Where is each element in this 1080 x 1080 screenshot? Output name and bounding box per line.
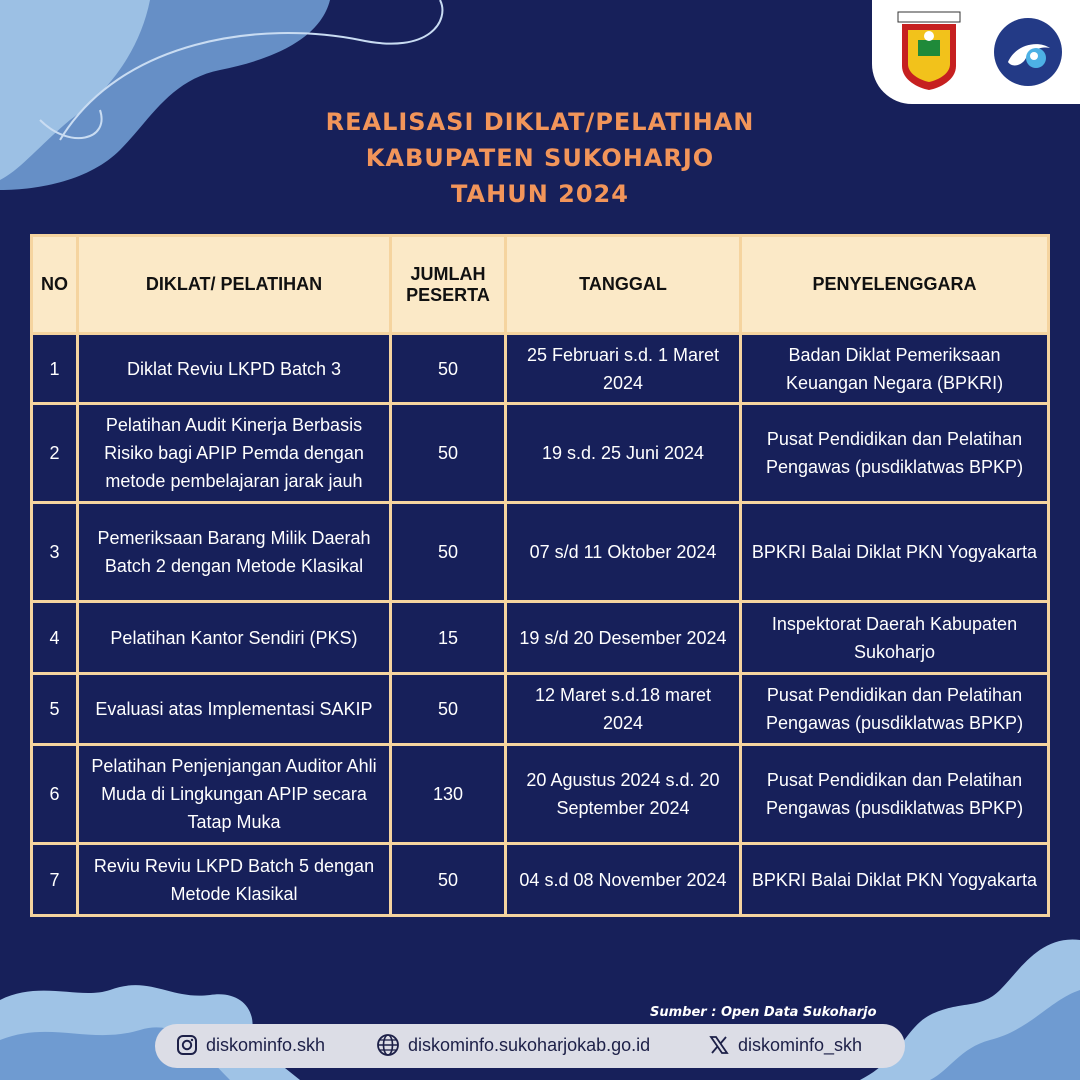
row-organizer: BPKRI Balai Diklat PKN Yogyakarta — [741, 503, 1049, 602]
row-no: 4 — [32, 602, 78, 674]
row-participants: 130 — [391, 745, 506, 844]
kominfo-logo-icon — [990, 14, 1066, 90]
row-training: Pelatihan Penjenjangan Auditor Ahli Muda di Lingkungan APIP secara Tatap Muka — [78, 745, 391, 844]
row-organizer: Badan Diklat Pemeriksaan Keuangan Negara (BPKRI) — [741, 334, 1049, 404]
header-training: DIKLAT/ PELATIHAN — [78, 236, 391, 334]
table-row — [32, 334, 1049, 404]
table-row — [32, 844, 1049, 916]
globe-icon — [376, 1033, 400, 1057]
x-handle: diskominfo_skh — [738, 1034, 863, 1055]
row-date: 12 Maret s.d.18 maret 2024 — [506, 674, 741, 745]
row-organizer: Pusat Pendidikan dan Pelatihan Pengawas (pusdiklatwas BPKP) — [741, 745, 1049, 844]
row-participants: 50 — [391, 674, 506, 745]
row-participants: 50 — [391, 404, 506, 503]
row-date: 07 s/d 11 Oktober 2024 — [506, 503, 741, 602]
row-training: Pemeriksaan Barang Milik Daerah Batch 2 dengan Metode Klasikal — [78, 503, 391, 602]
row-date: 19 s.d. 25 Juni 2024 — [506, 404, 741, 503]
row-organizer: Pusat Pendidikan dan Pelatihan Pengawas (pusdiklatwas BPKP) — [741, 674, 1049, 745]
instagram-icon — [176, 1034, 198, 1056]
row-date: 19 s/d 20 Desember 2024 — [506, 602, 741, 674]
row-no: 6 — [32, 745, 78, 844]
row-no: 7 — [32, 844, 78, 916]
row-training: Pelatihan Kantor Sendiri (PKS) — [78, 602, 391, 674]
table-row — [32, 404, 1049, 503]
table-row — [32, 745, 1049, 844]
x-link[interactable] — [708, 1032, 862, 1058]
row-organizer: Pusat Pendidikan dan Pelatihan Pengawas (pusdiklatwas BPKP) — [741, 404, 1049, 503]
row-training: Pelatihan Audit Kinerja Berbasis Risiko bagi APIP Pemda dengan metode pembelajaran jarak jauh — [78, 404, 391, 503]
x-icon — [708, 1034, 730, 1056]
training-table — [30, 234, 1050, 917]
row-participants: 15 — [391, 602, 506, 674]
header-no: NO — [32, 236, 78, 334]
row-no: 5 — [32, 674, 78, 745]
row-date: 25 Februari s.d. 1 Maret 2024 — [506, 334, 741, 404]
row-date: 20 Agustus 2024 s.d. 20 September 2024 — [506, 745, 741, 844]
row-no: 3 — [32, 503, 78, 602]
title-line-2: KABUPATEN SUKOHARJO — [365, 144, 715, 172]
header-organizer: PENYELENGGARA — [741, 236, 1049, 334]
header-date: TANGGAL — [506, 236, 741, 334]
row-organizer: Inspektorat Daerah Kabupaten Sukoharjo — [741, 602, 1049, 674]
title-line-3: TAHUN 2024 — [451, 180, 629, 208]
row-participants: 50 — [391, 844, 506, 916]
source-note: Sumber : Open Data Sukoharjo — [650, 1005, 877, 1020]
table-header-row — [32, 236, 1049, 334]
row-training: Diklat Reviu LKPD Batch 3 — [78, 334, 391, 404]
instagram-link[interactable] — [176, 1032, 325, 1058]
row-date: 04 s.d 08 November 2024 — [506, 844, 741, 916]
row-training: Evaluasi atas Implementasi SAKIP — [78, 674, 391, 745]
title-line-1: REALISASI DIKLAT/PELATIHAN — [325, 108, 755, 136]
row-participants: 50 — [391, 503, 506, 602]
row-no: 1 — [32, 334, 78, 404]
instagram-handle: diskominfo.skh — [206, 1034, 326, 1055]
website-link[interactable] — [376, 1032, 650, 1058]
website-url: diskominfo.sukoharjokab.go.id — [408, 1034, 651, 1055]
row-organizer: BPKRI Balai Diklat PKN Yogyakarta — [741, 844, 1049, 916]
header-participants-line1: JUMLAH — [410, 263, 486, 284]
row-participants: 50 — [391, 334, 506, 404]
regency-seal-icon — [896, 10, 962, 92]
table-row — [32, 674, 1049, 745]
table-row — [32, 503, 1049, 602]
row-training: Reviu Reviu LKPD Batch 5 dengan Metode Klasikal — [78, 844, 391, 916]
table-row — [32, 602, 1049, 674]
row-no: 2 — [32, 404, 78, 503]
header-participants-line2: PESERTA — [406, 284, 490, 305]
header-participants — [391, 236, 506, 334]
